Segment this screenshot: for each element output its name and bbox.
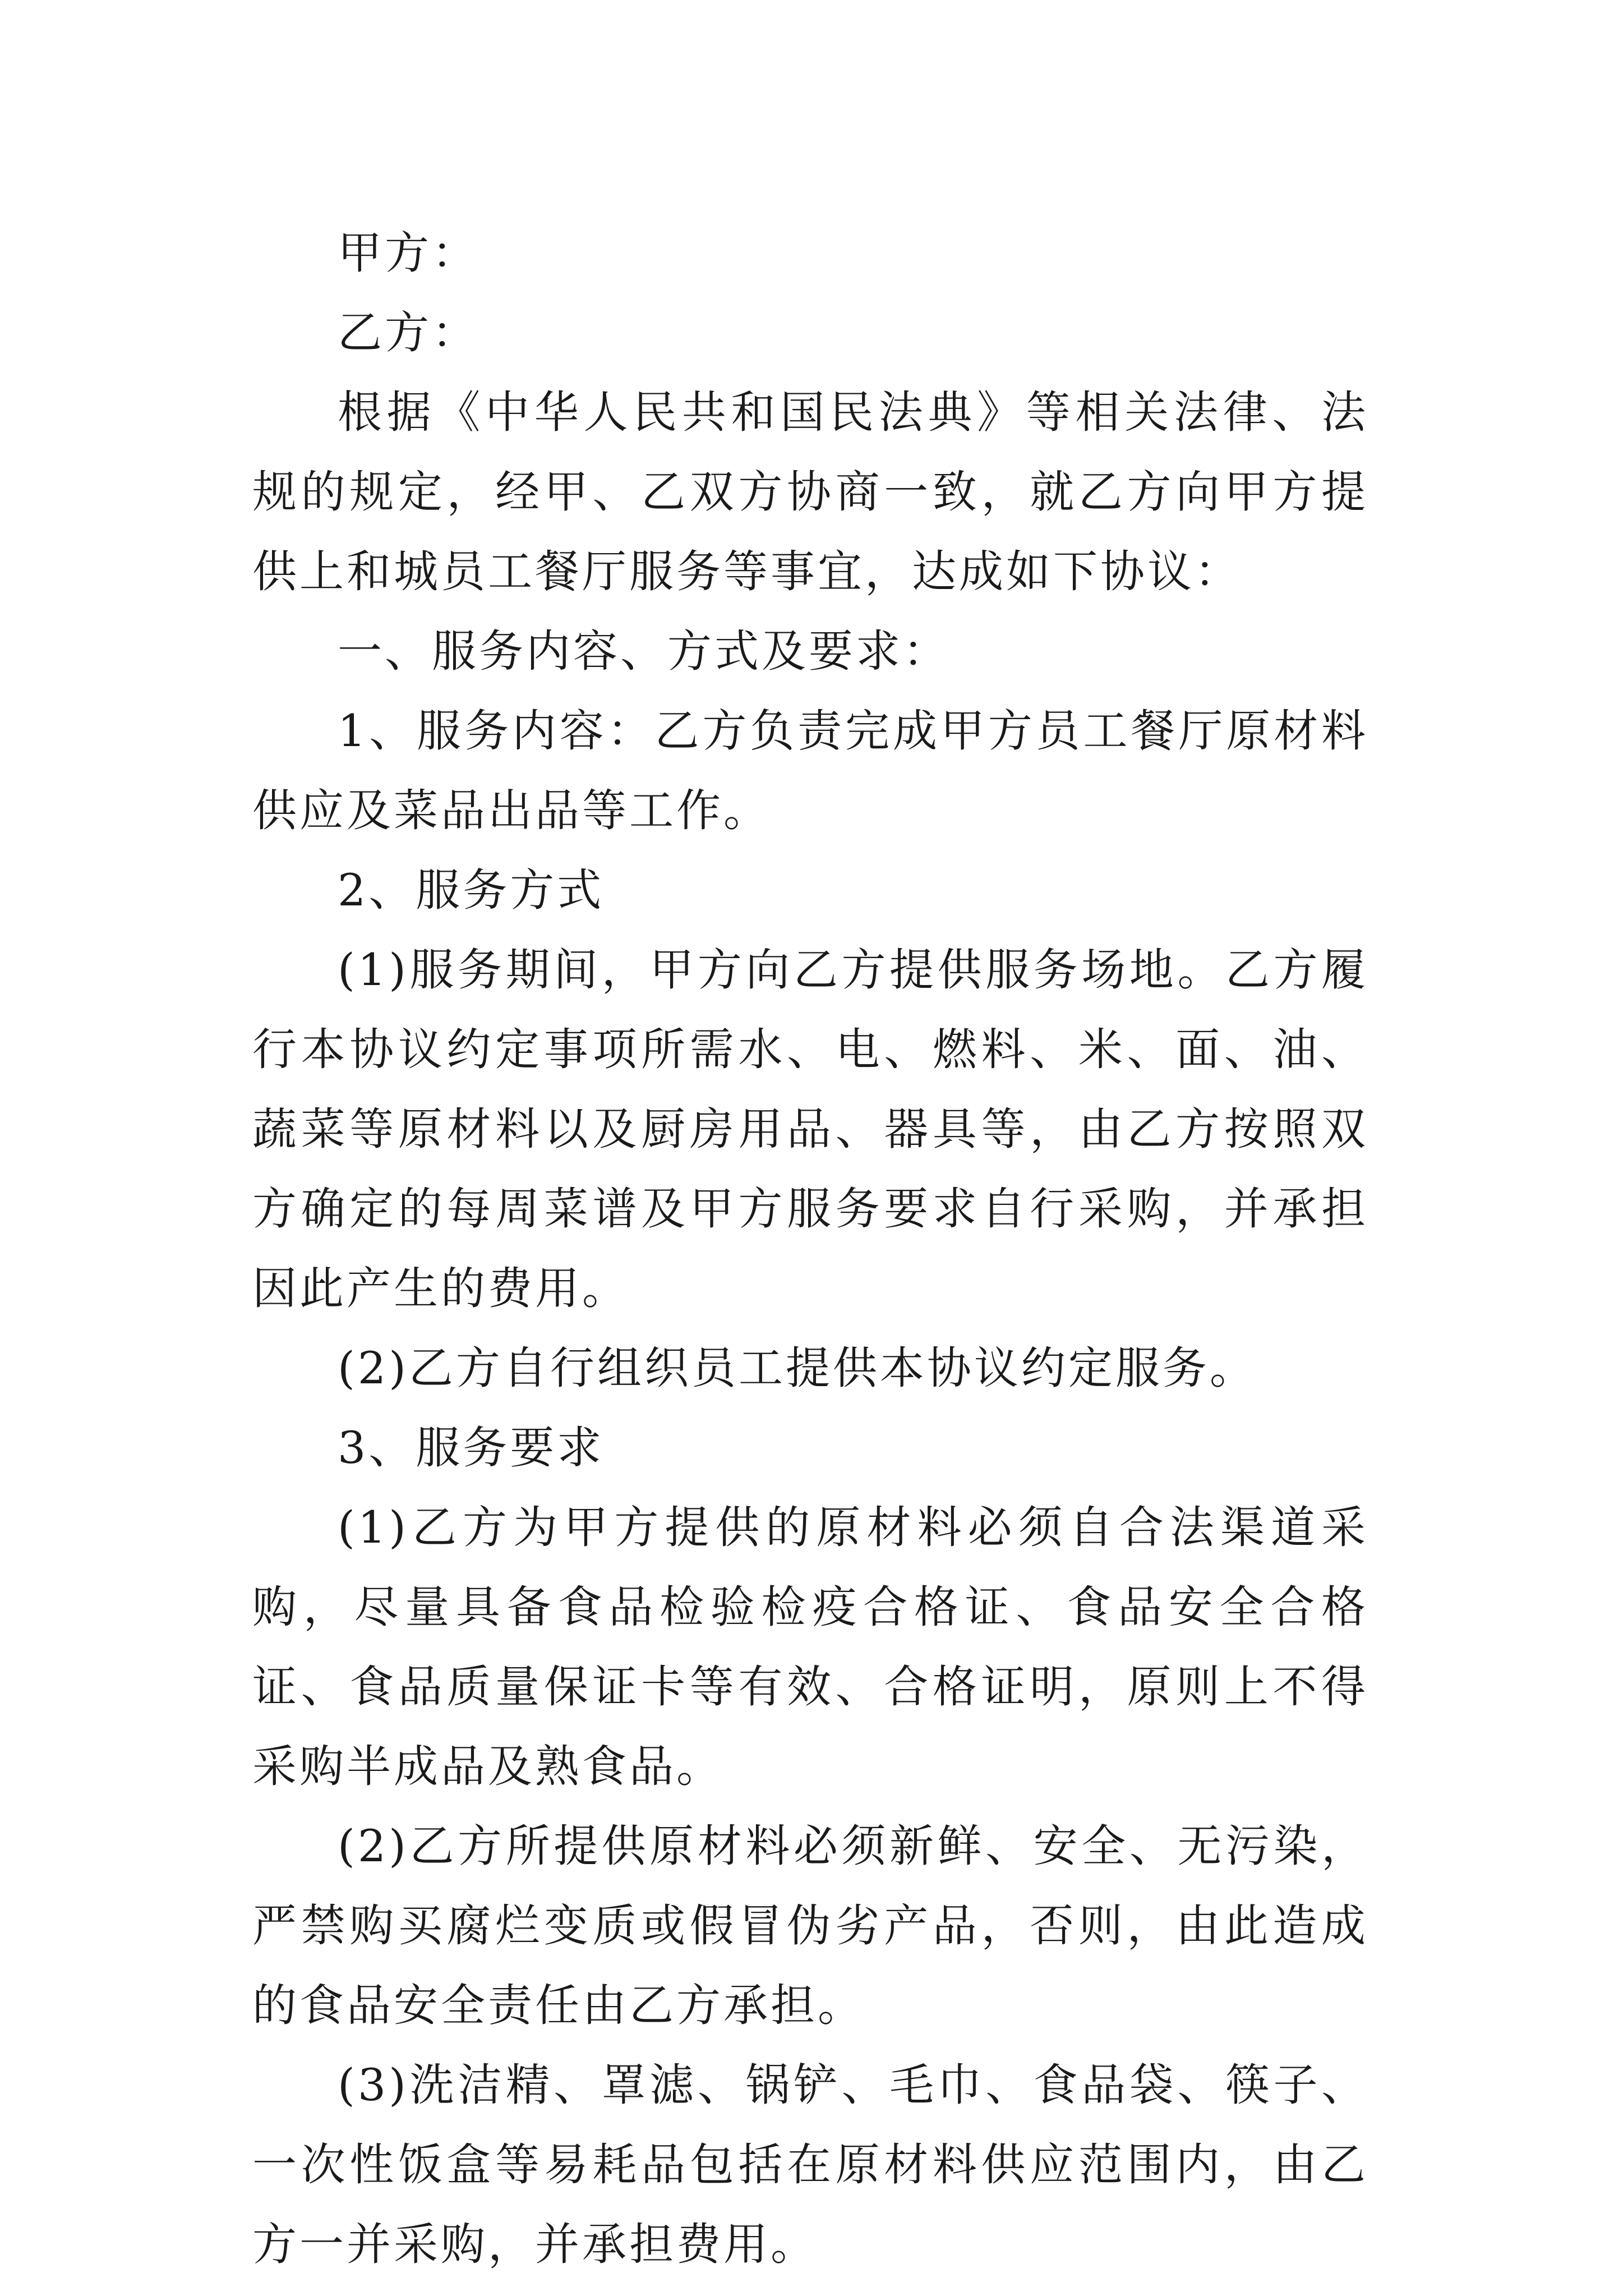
- section-1-heading: 一、服务内容、方式及要求：: [338, 625, 950, 677]
- item-3-heading: 3、服务要求: [338, 1422, 605, 1474]
- item-2-heading: 2、服务方式: [338, 864, 605, 916]
- item-3-1-paragraph: (1)乙方为甲方提供的原材料必须自合法渠道采购，尽量具备食品检验检疫合格证、食品安全合格证、食品质量保证卡等有效、合格证明，原则上不得采购半成品及熟食品。: [252, 1502, 1368, 1792]
- party-a-line: 甲方：: [338, 227, 479, 279]
- document-body: [252, 213, 1368, 2284]
- item-2-2-paragraph: (2)乙方自行组织员工提供本协议约定服务。: [338, 1342, 1257, 1394]
- item-3-2-paragraph: (2)乙方所提供原材料必须新鲜、安全、无污染，严禁购买腐烂变质或假冒伪劣产品，否则，由此造成的食品安全责任由乙方承担。: [252, 1820, 1368, 2031]
- intro-paragraph: 根据《中华人民共和国民法典》等相关法律、法规的规定，经甲、乙双方协商一致，就乙方向甲方提供上和城员工餐厅服务等事宜，达成如下协议：: [252, 386, 1368, 597]
- party-b-line: 乙方：: [338, 307, 479, 358]
- item-1-paragraph: 1、服务内容：乙方负责完成甲方员工餐厅原材料供应及菜品出品等工作。: [252, 705, 1368, 836]
- item-3-3-paragraph: (3)洗洁精、罩滤、锅铲、毛巾、食品袋、筷子、一次性饭盒等易耗品包括在原材料供应范围内，由乙方一并采购，并承担费用。: [252, 2059, 1368, 2270]
- item-2-1-paragraph: (1)服务期间，甲方向乙方提供服务场地。乙方履行本协议约定事项所需水、电、燃料、米、面、油、蔬菜等原材料以及厨房用品、器具等，由乙方按照双方确定的每周菜谱及甲方服务要求自行采购，并承担因此产生的费用。: [252, 944, 1368, 1314]
